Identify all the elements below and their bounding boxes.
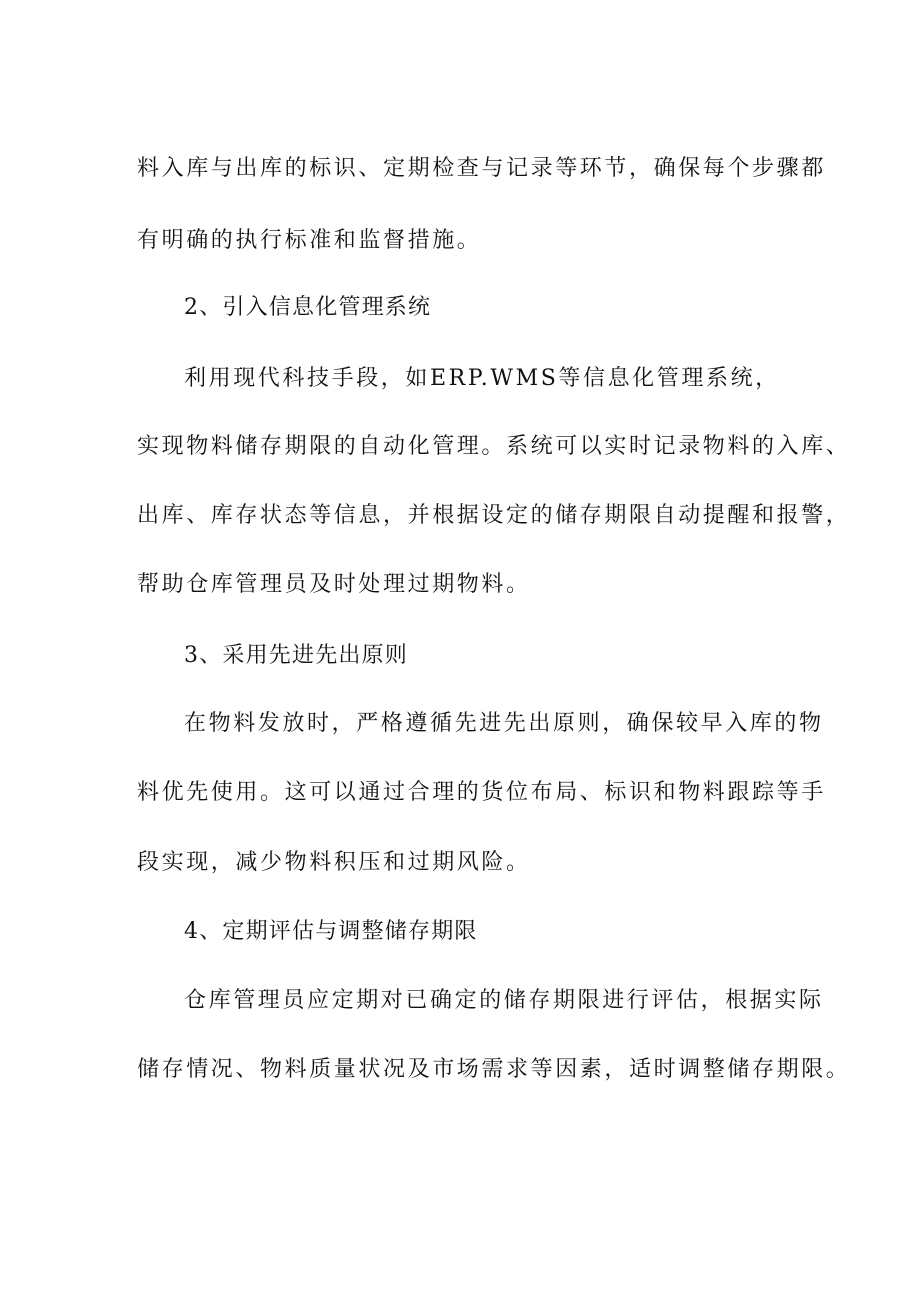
paragraph-line: 在物料发放时，严格遵循先进先出原则，确保较早入库的物 <box>184 711 824 736</box>
paragraph-line: 帮助仓库管理员及时处理过期物料。 <box>137 572 531 597</box>
paragraph-line: 出库、库存状态等信息，并根据设定的储存期限自动提醒和报警， <box>137 503 851 528</box>
section-heading-3: 3、采用先进先出原则 <box>184 643 408 668</box>
paragraph-line: 料优先使用。这可以通过合理的货位布局、标识和物料跟踪等手 <box>137 780 826 805</box>
section-heading-2: 2、引入信息化管理系统 <box>184 295 432 320</box>
paragraph-line: 段实现，减少物料积压和过期风险。 <box>137 850 531 875</box>
paragraph-line: 储存情况、物料质量状况及市场需求等因素，适时调整储存期限。 <box>137 1057 851 1082</box>
section-heading-4: 4、定期评估与调整储存期限 <box>184 919 478 944</box>
paragraph-line: 有明确的执行标准和监督措施。 <box>137 228 482 253</box>
paragraph-line: 利用现代科技手段，如ERP.WMS等信息化管理系统， <box>184 366 780 391</box>
paragraph-line: 实现物料储存期限的自动化管理。系统可以实时记录物料的入库、 <box>137 434 851 459</box>
paragraph-line: 料入库与出库的标识、定期检查与记录等环节，确保每个步骤都 <box>137 156 826 181</box>
paragraph-line: 仓库管理员应定期对已确定的储存期限进行评估，根据实际 <box>184 988 824 1013</box>
